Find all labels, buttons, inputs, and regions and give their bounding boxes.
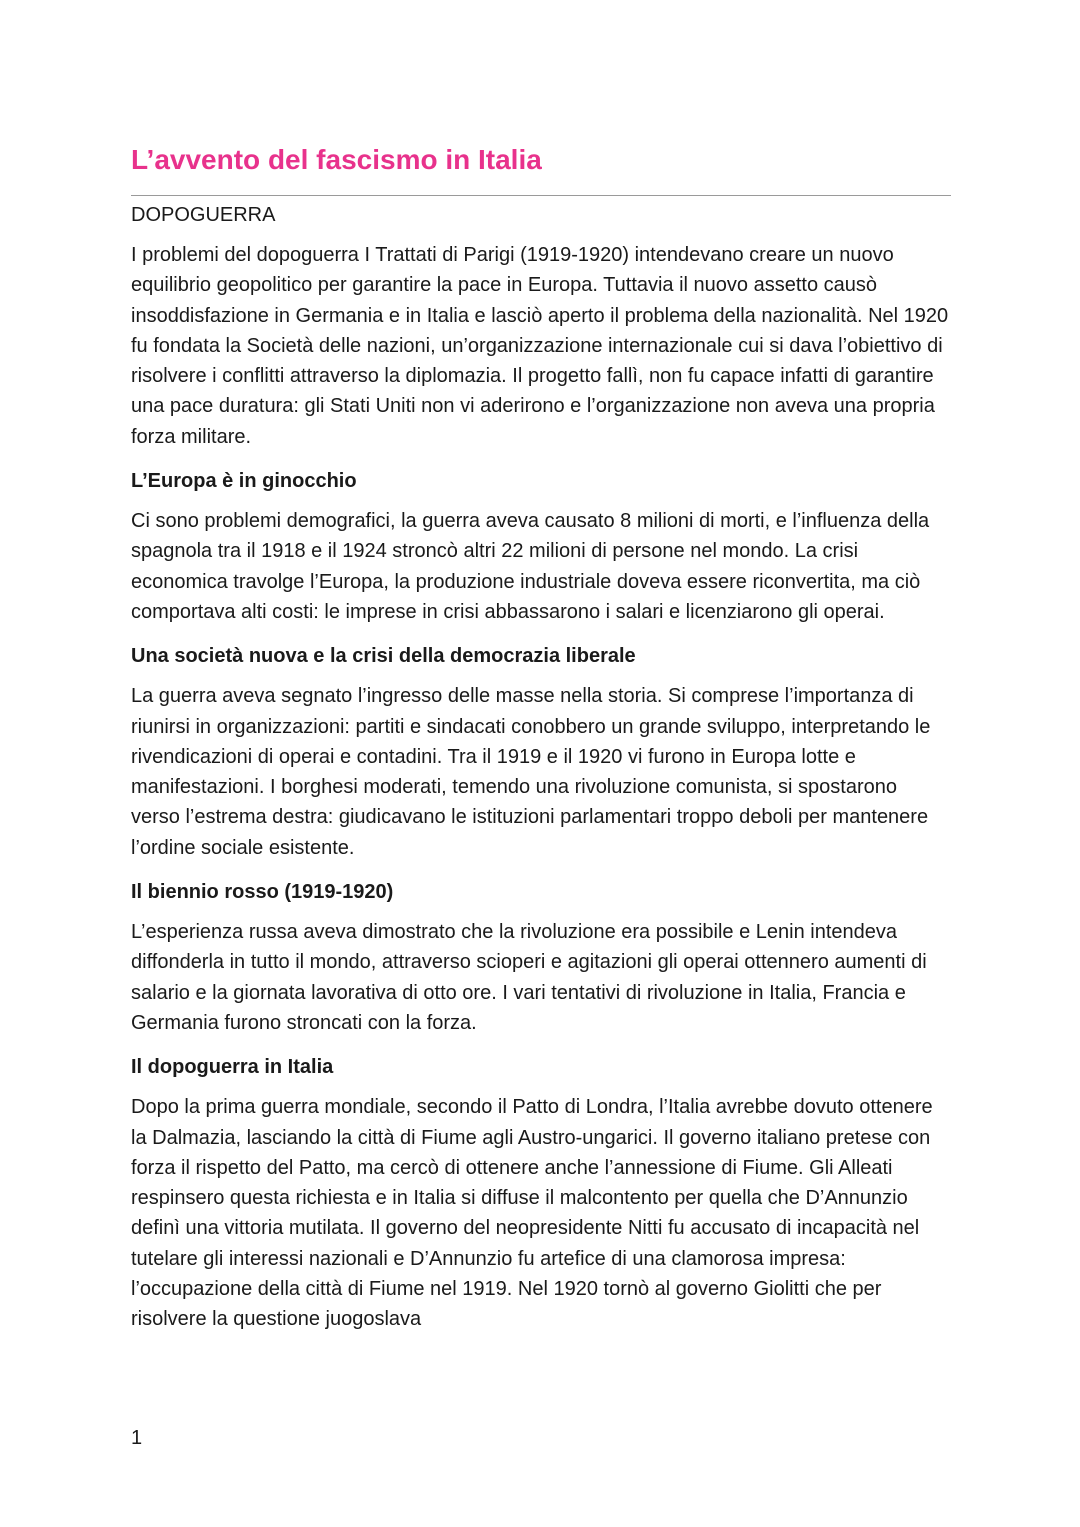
section-paragraph: Dopo la prima guerra mondiale, secondo il Patto di Londra, l’Italia avrebbe dovuto ottenere la Dalmazia, lasciando la città di Fiume agli Austro-ungarici. Il governo italiano pretese con forza il rispetto del Patto, ma cercò di ottenere anche l’annessione di Fiume. Gli Alleati respinsero questa richiesta e in Italia si diffuse il malcontento per quella che D’Annunzio definì una vittoria mutilata. Il governo del neopresidente Nitti fu accusato di incapacità nel tutelare gli interessi nazionali e D’Annunzio fu artefice di una clamorosa impresa: l’occupazione della città di Fiume nel 1919. Nel 1920 tornò al governo Giolitti che per risolvere la questione juogoslava	[131, 1096, 933, 1331]
section-paragraph: Ci sono problemi demografici, la guerra aveva causato 8 milioni di morti, e l’influenza della spagnola tra il 1918 e il 1924 stroncò altri 22 milioni di persone nel mondo. La crisi economica travolge l’Europa, la produzione industriale doveva essere riconvertita, ma ciò comportava alti costi: le imprese in crisi abbassarono i salari e licenziarono gli operai.	[131, 510, 930, 623]
section-heading: Il dopoguerra in Italia	[131, 1056, 334, 1079]
title-divider	[131, 195, 951, 196]
section-heading: L’Europa è in ginocchio	[131, 470, 357, 493]
section-heading: Il biennio rosso (1919-1920)	[131, 881, 394, 904]
section-paragraph: L’esperienza russa aveva dimostrato che la rivoluzione era possibile e Lenin intendeva diffonderla in tutto il mondo, attraverso scioperi e agitazioni gli operai ottennero aumenti di salario e la giornata lavorativa di otto ore. I vari tentativi di rivoluzione in Italia, Francia e Germania furono stroncati con la forza.	[131, 921, 927, 1034]
page-title: L’avvento del fascismo in Italia	[131, 144, 542, 175]
page-number: 1	[131, 1427, 143, 1449]
intro-paragraph: I problemi del dopoguerra I Trattati di Parigi (1919-1920) intendevano creare un nuovo equilibrio geopolitico per garantire la pace in Europa. Tuttavia il nuovo assetto causò insoddisfazione in Germania e in Italia e lasciò aperto il problema della nazionalità. Nel 1920 fu fondata la Società delle nazioni, un’organizzazione internazionale cui si dava l’obiettivo di risolvere i conflitti attraverso la diplomazia. Il progetto fallì, non fu capace infatti di garantire una pace duratura: gli Stati Uniti non vi aderirono e l’organizzazione non aveva una propria forza militare.	[131, 244, 949, 448]
section-heading: Una società nuova e la crisi della democrazia liberale	[131, 645, 636, 668]
section-label: DOPOGUERRA	[131, 204, 276, 226]
document-content	[131, 200, 951, 1349]
section-paragraph: La guerra aveva segnato l’ingresso delle masse nella storia. Si comprese l’importanza di riunirsi in organizzazioni: partiti e sindacati conobbero un grande sviluppo, interpretando le rivendicazioni di operai e contadini. Tra il 1919 e il 1920 vi furono in Europa lotte e manifestazioni. I borghesi moderati, temendo una rivoluzione comunista, si spostarono verso l’estrema destra: giudicavano le istituzioni parlamentari troppo deboli per mantenere l’ordine sociale esistente.	[131, 685, 931, 859]
